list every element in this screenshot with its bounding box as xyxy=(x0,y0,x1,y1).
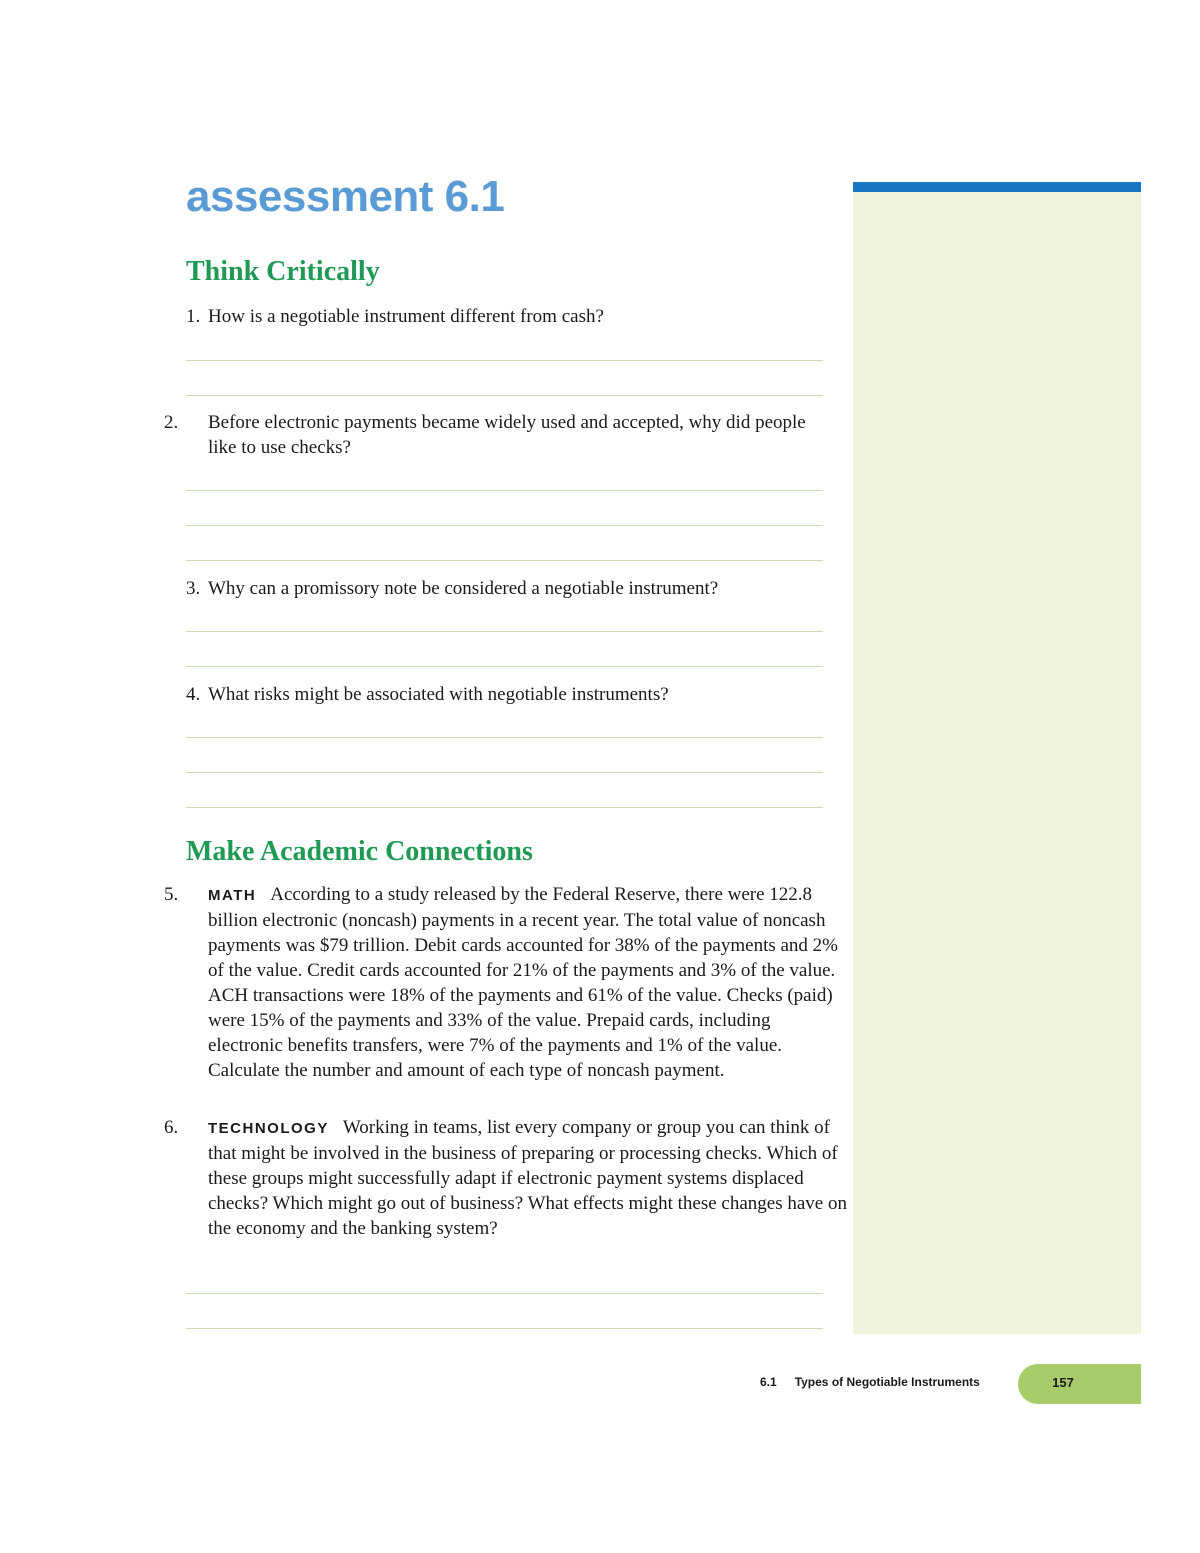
sidebar-accent-bar xyxy=(853,182,1141,192)
answer-line[interactable] xyxy=(186,772,823,773)
question-number: 6. xyxy=(164,1117,179,1138)
answer-line[interactable] xyxy=(186,737,823,738)
answer-line[interactable] xyxy=(186,490,823,491)
footer-section-number: 6.1 xyxy=(760,1375,777,1389)
question-1 xyxy=(186,304,826,329)
page-title: assessment 6.1 xyxy=(186,172,505,221)
question-text: According to a study released by the Federal Reserve, there were 122.8 billion electronic (noncash) payments in a recent year. The total value of noncash payments was $79 trillion. Debit cards accounted for 38% of the payments and 2% of the value. Credit cards accounted for 21% of the payments and 3% of the value. ACH transactions were 18% of the payments and 61% of the value. Checks (paid) were 15% of the payments and 33% of the value. Prepaid cards, including electronic benefits transfers, were 7% of the payments and 1% of the value. Calculate the number and amount of each type of noncash payment. xyxy=(208,884,838,1081)
answer-line[interactable] xyxy=(186,631,823,632)
question-number: 1. xyxy=(186,306,201,327)
running-footer xyxy=(760,1375,980,1389)
answer-line[interactable] xyxy=(186,525,823,526)
question-number: 3. xyxy=(186,578,201,599)
academic-connections-heading: Make Academic Connections xyxy=(186,836,533,867)
page-number-tab xyxy=(1018,1364,1141,1404)
answer-line[interactable] xyxy=(186,1328,823,1329)
answer-line[interactable] xyxy=(186,1293,823,1294)
question-4 xyxy=(186,682,826,707)
question-2 xyxy=(164,410,828,460)
page-number: 157 xyxy=(1052,1375,1074,1390)
think-critically-heading: Think Critically xyxy=(186,256,380,287)
question-5 xyxy=(164,882,848,1083)
question-3 xyxy=(186,576,826,601)
question-text: What risks might be associated with negotiable instruments? xyxy=(208,684,669,705)
question-number: 4. xyxy=(186,684,201,705)
answer-line[interactable] xyxy=(186,360,823,361)
question-number: 5. xyxy=(164,884,179,905)
answer-line[interactable] xyxy=(186,666,823,667)
answer-line[interactable] xyxy=(186,395,823,396)
answer-line[interactable] xyxy=(186,560,823,561)
question-text: Working in teams, list every company or group you can think of that might be involved in the business of preparing or processing checks. Which of these groups might successfully adapt if electronic payment systems displaced checks? Which might go out of business? What effects might these changes have on the economy and the banking system? xyxy=(208,1117,847,1239)
question-text: How is a negotiable instrument different from cash? xyxy=(208,306,604,327)
question-text: Why can a promissory note be considered a negotiable instrument? xyxy=(208,578,719,599)
question-text: Before electronic payments became widely used and accepted, why did people like to use checks? xyxy=(208,412,806,458)
subject-label: MATH xyxy=(208,887,257,904)
subject-label: TECHNOLOGY xyxy=(208,1120,329,1137)
question-6 xyxy=(164,1115,848,1241)
question-number: 2. xyxy=(164,412,179,433)
answer-line[interactable] xyxy=(186,807,823,808)
sidebar-panel xyxy=(853,192,1141,1334)
footer-section-title: Types of Negotiable Instruments xyxy=(794,1375,980,1389)
